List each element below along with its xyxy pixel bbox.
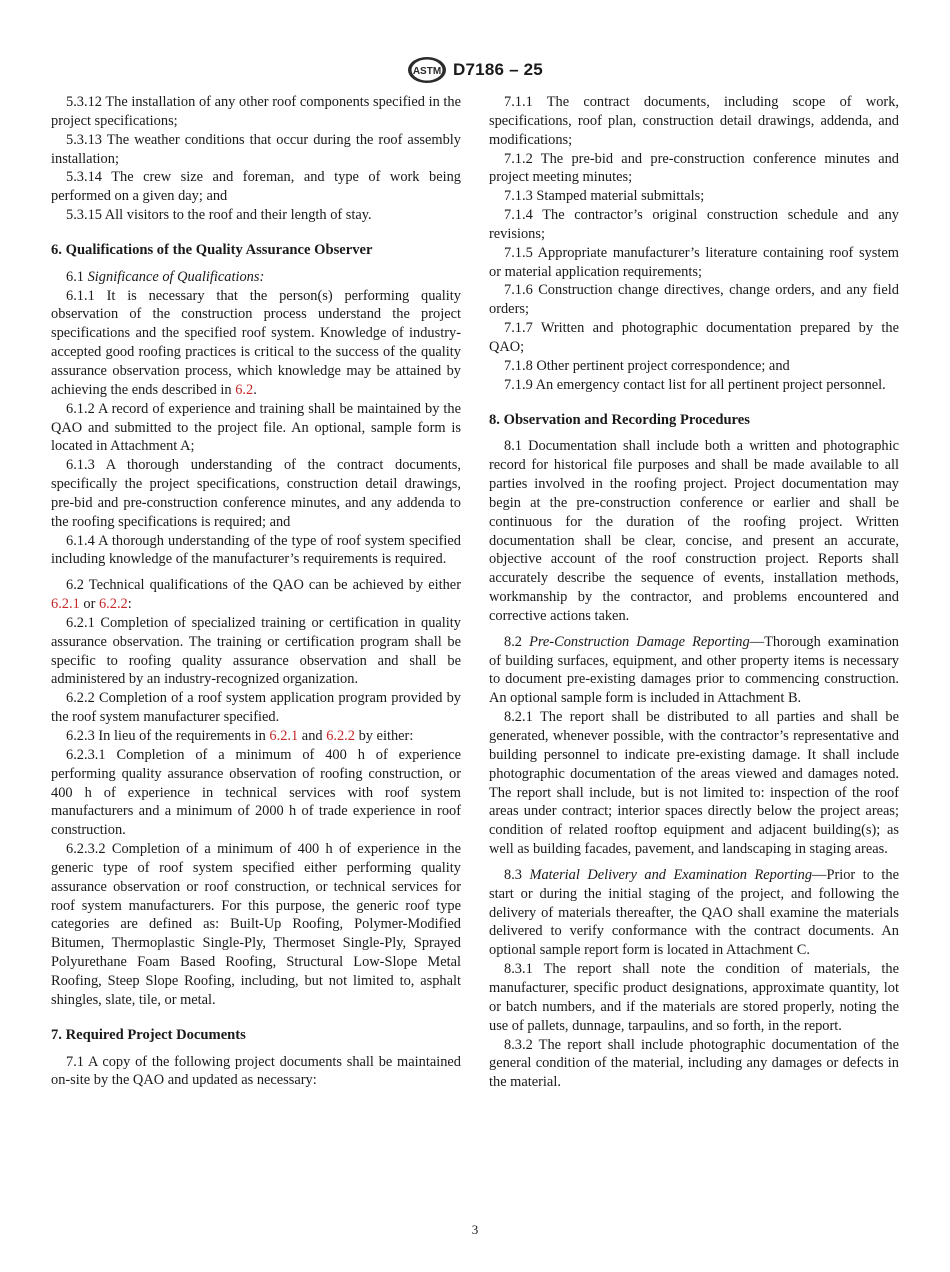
paragraph-7-1-9: 7.1.9 An emergency contact list for all pertinent project personnel. [504,376,886,393]
paragraph-8-2-body: —Thorough examination of building surfaces, equipment, and other property items is necessary to document pre-existing damages prior to commencing construction. An optional sample form is included in Attachment B. [489,633,899,707]
paragraph-5-3-14: 5.3.14 The crew size and foreman, and type of work being performed on a given day; and [51,169,461,205]
section-7-heading: 7. Required Project Documents [51,1026,246,1043]
link-6-2-1-b[interactable]: 6.2.1 [269,728,299,744]
paragraph-8-2-number: 8.2 [504,633,522,650]
paragraph-6-2-3-1: 6.2.3.1 Completion of a minimum of 400 h of experience performing quality assurance observation of roofing construction, or 400 h of experience in technical services with roof system manufacturers and a minimum of 2000 h of trade experience in roof construction. [51,746,461,839]
paragraph-7-1-1: 7.1.1 The contract documents, including scope of work, specifications, roof plan, construction detail drawings, addenda, and modifications; [489,94,899,148]
paragraph-7-1-6: 7.1.6 Construction change directives, change orders, and any field orders; [489,282,899,318]
paragraph-8-3-number: 8.3 [504,866,522,883]
paragraph-6-1-title: Significance of Qualifications: [87,268,265,285]
section-6-heading: 6. Qualifications of the Quality Assurance Observer [51,241,373,258]
paragraph-7-1-3: 7.1.3 Stamped material submittals; [504,188,705,205]
paragraph-5-3-15: 5.3.15 All visitors to the roof and their length of stay. [66,207,372,224]
paragraph-7-1-5: 7.1.5 Appropriate manufacturer’s literature containing roof system or material application requirements; [489,244,899,280]
link-6-2[interactable]: 6.2 [235,381,254,398]
paragraph-8-1: 8.1 Documentation shall include both a written and photographic record for historical file purposes and shall be made available to all parties involved in the roofing project. Project documentation may begin at the pre-construction conference or earlier and shall be continuous for the duration of the roofing project. Written documentation shall be clear, concise, and present an accurate, objective account of the roof construction project. Reports shall accurately describe the sequence of events, installation methods, workmanship by the contractor, and problems encountered and corrective actions taken. [489,438,899,624]
section-8-heading: 8. Observation and Recording Procedures [489,411,750,428]
paragraph-6-2-3-2: 6.2.3.2 Completion of a minimum of 400 h of experience in the generic type of roof system specified either performing quality assurance observation or roof construction, or technical services for roof system manufacturers. For this purpose, the generic roof type categories are defined as: Built-Up Roofing, Polymer-Modified Bitumen, Thermoplastic Single-Ply, Thermoset Single-Ply, Sprayed Polyurethane Foam Based Roofing, Structural Low-Slope Metal Roofing, Steep Slope Roofing, including, but not limited to, asphalt shingles, slate, tile, or metal. [51,841,461,1008]
paragraph-6-2-3-end: by either: [354,728,414,744]
page-number: 3 [471,1222,479,1237]
paragraph-7-1-4: 7.1.4 The contractor’s original construction schedule and any revisions; [489,207,899,242]
paragraph-6-2-2: 6.2.2 Completion of a roof system application program provided by the roof system manufacturer specified. [51,690,461,726]
paragraph-5-3-12: 5.3.12 The installation of any other roof components specified in the project specifications; [51,94,461,129]
astm-logo-text: ASTM [412,66,442,77]
paragraph-6-2-text: 6.2 Technical qualifications of the QAO can be achieved by either [66,577,461,594]
paragraph-6-2-3-text: 6.2.3 In lieu of the requirements in [66,728,270,744]
paragraph-6-1-3: 6.1.3 A thorough understanding of the contract documents, specifically the project specifications, construction detail drawings, pre-bid and pre-construction conference minutes, and any addenda to the roofing specifications is required; and [51,457,461,530]
paragraph-7-1-2: 7.1.2 The pre-bid and pre-construction conference minutes and project meeting minutes; [489,150,899,186]
paragraph-6-1-1-end: . [253,381,257,398]
link-6-2-2[interactable]: 6.2.2 [98,596,128,613]
paragraph-7-1-7: 7.1.7 Written and photographic documentation prepared by the QAO; [489,320,899,355]
paragraph-6-2-1: 6.2.1 Completion of specialized training or certification in quality assurance observation. The training or certification program shall be specific to roofing quality assurance observation and shall be administered by an industry-recognized organization. [51,614,461,688]
paragraph-8-3 [489,866,899,960]
paragraph-6-1-2: 6.1.2 A record of experience and training shall be maintained by the QAO and submitted to the project file. An optional, sample form is located in Attachment A; [51,400,461,455]
paragraph-6-1-4: 6.1.4 A thorough understanding of the type of roof system specified including knowledge of the manufacturer’s requirements is required. [51,532,461,568]
paragraph-6-2-end: : [127,596,132,613]
paragraph-8-3-title: Material Delivery and Examination Reporting [529,866,813,883]
paragraph-5-3-13: 5.3.13 The weather conditions that occur during the roof assembly installation; [51,131,461,167]
standard-designation: D7186 – 25 [453,60,543,79]
paragraph-6-1-1-text: 6.1.1 It is necessary that the person(s) performing quality observation of the construction process understand the project specifications and the specified roof system. Knowledge of industry-accepted good roofing practices is critical to the success of the quality assurance observation process, which knowledge may be attained by achieving the ends described in [51,287,461,398]
paragraph-8-2 [489,633,899,708]
link-6-2-2-b[interactable]: 6.2.2 [326,728,355,744]
paragraph-6-2-3-and: and [298,728,327,744]
paragraph-6-2-or: or [79,596,99,613]
paragraph-6-1 [51,268,461,287]
page-header [0,56,950,84]
paragraph-7-1-8: 7.1.8 Other pertinent project correspondence; and [504,357,790,374]
paragraph-6-2-3 [51,727,461,746]
paragraph-8-2-title: Pre-Construction Damage Reporting [529,633,750,650]
link-6-2-1[interactable]: 6.2.1 [51,596,80,613]
paragraph-6-1-number: 6.1 [66,268,84,285]
paragraph-8-3-body: —Prior to the start or during the initial staging of the project, and following the delivery of materials thereafter, the QAO shall examine the materials delivered to verify conformance with the contract documents. An optional sample report form is located in Attachment C. [489,866,899,959]
paragraph-7-1: 7.1 A copy of the following project documents shall be maintained on-site by the QAO and updated as necessary: [51,1053,461,1089]
astm-logo-icon [407,56,447,84]
paragraph-8-3-2: 8.3.2 The report shall include photographic documentation of the general condition of the material, including any damages or defects in the material. [489,1036,899,1091]
right-column [489,93,899,1092]
paragraph-8-2-1: 8.2.1 The report shall be distributed to all parties and shall be generated, whenever possible, with the contractor’s representative and building personnel to indicate pre-existing damage. It shall include photographic documentation of the areas viewed and damages noted. The report shall include, but is not limited to: inspection of the roof areas under contract; interior spaces directly below the project areas; condition of related rooftop equipment and adjacent building(s); as well as building facades, pavement, and landscaping in staging areas. [489,709,899,858]
paragraph-6-2 [51,576,461,614]
paragraph-6-1-1 [51,287,461,400]
left-column [51,93,461,1090]
paragraph-8-3-1: 8.3.1 The report shall note the condition of materials, the manufacturer, specific product designations, approximate quantity, lot or batch numbers, and if the materials are stored properly, noting the use of pallets, dunnage, tarpaulins, and so forth, in the report. [489,961,899,1034]
